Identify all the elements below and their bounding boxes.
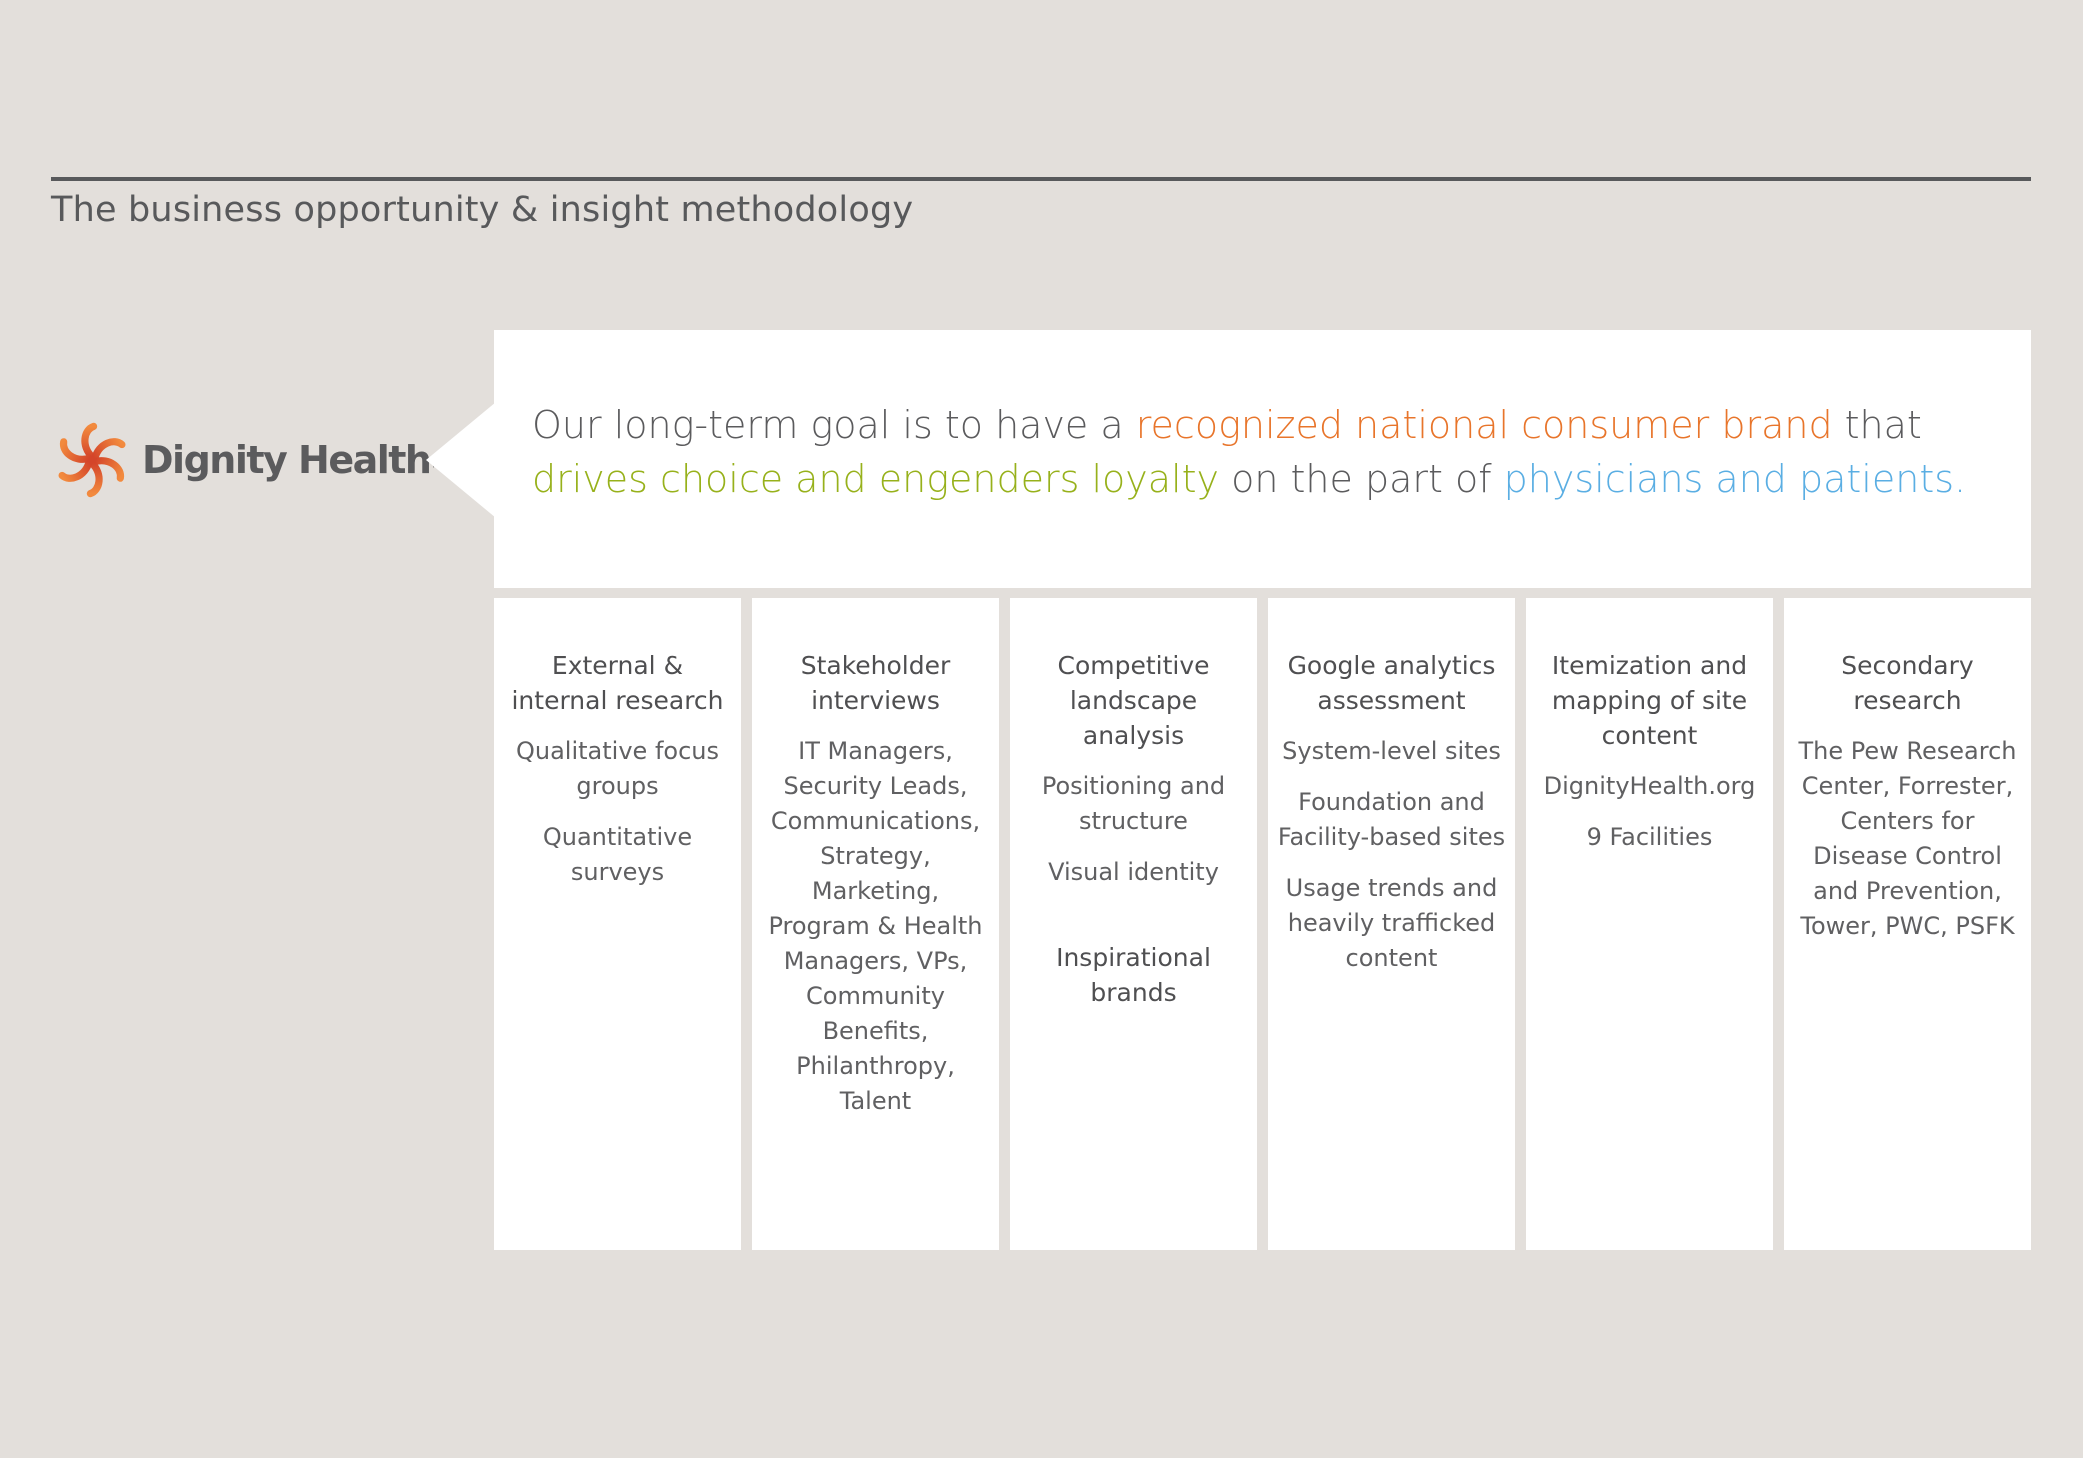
column-title: Google analytics assessment <box>1287 651 1496 715</box>
goal-text: that <box>1832 403 1922 447</box>
column-item: Positioning and structure <box>1041 772 1226 835</box>
column-item: Usage trends and heavily trafficked content <box>1285 874 1498 972</box>
column-competitive <box>1010 598 1257 1250</box>
column-item: Qualitative focus groups <box>516 737 719 800</box>
quote-pointer <box>426 402 496 518</box>
column-item: Foundation and Facility-based sites <box>1277 788 1506 851</box>
page-title: The business opportunity & insight methodology <box>51 190 914 230</box>
column-site-content <box>1526 598 1773 1250</box>
brand-logo <box>52 420 442 500</box>
column-secondary <box>1784 598 2031 1250</box>
goal-text: on the part of <box>1219 457 1504 501</box>
column-title: Competitive landscape analysis <box>1057 651 1210 750</box>
column-title: External & internal research <box>511 651 724 715</box>
column-interviews <box>752 598 999 1250</box>
brand-name <box>142 438 442 482</box>
goal-highlight-brand: recognized national consumer brand <box>1135 403 1833 447</box>
column-item: System-level sites <box>1282 737 1501 765</box>
goal-text: Our long-term goal is to have a <box>532 403 1136 447</box>
column-title: Stakeholder interviews <box>800 651 951 715</box>
column-item: IT Managers, Security Leads, Communications, Strategy, Marketing, Program & Health Managers, VPs, Community Benefits, Philanthropy, Talent <box>768 737 983 1115</box>
column-item: Quantitative surveys <box>542 823 693 886</box>
column-item: The Pew Research Center, Forrester, Centers for Disease Control and Prevention, Tower, PWC, PSFK <box>1798 737 2017 940</box>
methodology-columns <box>494 598 2031 1250</box>
header-rule <box>51 177 2031 181</box>
column-research <box>494 598 741 1250</box>
column-item: DignityHealth.org <box>1543 772 1756 800</box>
quote-box <box>494 330 2031 588</box>
column-title: Secondary research <box>1841 651 1974 715</box>
brand-name-text: Dignity Health <box>142 438 431 482</box>
goal-statement <box>532 398 2012 506</box>
column-analytics <box>1268 598 1515 1250</box>
goal-highlight-loyalty: drives choice and engenders loyalty <box>532 457 1220 501</box>
column-item: 9 Facilities <box>1586 823 1713 851</box>
goal-highlight-audience: physicians and patients. <box>1503 457 1967 501</box>
column-title: Itemization and mapping of site content <box>1551 651 1748 750</box>
column-subtitle: Inspirational brands <box>1056 943 1211 1007</box>
brand-trademark: ™ <box>430 462 443 476</box>
column-item: Visual identity <box>1048 858 1219 886</box>
dignity-health-logo-icon <box>52 420 132 500</box>
